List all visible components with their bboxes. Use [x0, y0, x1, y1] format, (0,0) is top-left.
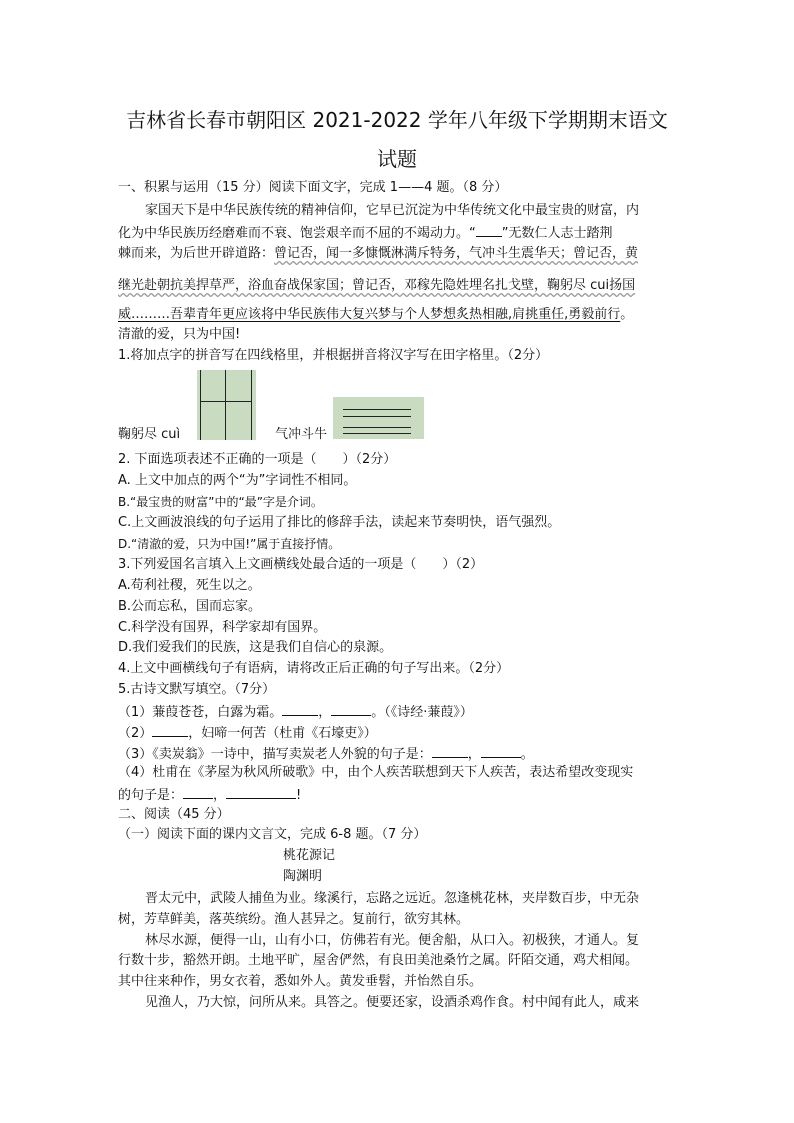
- text: （2）: [118, 726, 153, 741]
- text: ，: [213, 788, 227, 803]
- passage-line: [118, 246, 638, 262]
- q1-word-2: 气冲斗牛: [275, 427, 328, 442]
- text: （1）蒹葭苍苍，白露为霜。: [118, 705, 283, 720]
- passage-line: 继光赴朝抗美捍草严，浴血奋战保家国；曾记否，邓稼先隐姓埋名扎戈壁，鞠躬尽 cui扬国: [118, 278, 636, 293]
- doc-title-2: 试题: [377, 147, 417, 171]
- fill-blank[interactable]: [226, 786, 296, 799]
- essay-line: 晋太元中，武陵人捕鱼为业。缘溪行，忘路之远近。忽逢桃花林，夹岸数百步，中无杂: [145, 891, 640, 906]
- essay-line: 树，芳草鲜美，落英缤纷。渔人甚异之。复前行，欲穷其林。: [118, 912, 470, 927]
- option: C.上文画波浪线的句子运用了排比的修辞手法，读起来节奏明快，语气强烈。: [118, 515, 561, 530]
- question-1: 1.将加点字的拼音写在四线格里，并根据拼音将汉字写在田字格里。（2分）: [118, 348, 549, 363]
- text: ，: [318, 705, 332, 720]
- essay-author: 陶渊明: [283, 869, 323, 884]
- q1-word-1: 鞠躬尽 cuì: [118, 427, 181, 442]
- essay-line: 林尽水源，便得一山，山有小口，仿佛若有光。便舍船，从口入。初极狭，才通人。复: [145, 933, 640, 948]
- passage-line: 家国天下是中华民族传统的精神信仰，它早已沉淀为中华传统文化中最宝贵的财富，内: [145, 203, 640, 218]
- option: D.“清澈的爱，只为中国!”属于直接抒情。: [118, 537, 341, 551]
- q5-item-4: （4）杜甫在《茅屋为秋风所破歌》中，由个人疾苦联想到天下人疾苦，表达希望改变现实: [118, 765, 634, 780]
- question-4: 4.上文中画横线句子有语病，请将改正后正确的句子写出来。（2分）: [118, 661, 510, 676]
- q5-item-4-cont: [118, 786, 301, 804]
- essay-line: 行数十步，豁然开朗。土地平旷，屋舍俨然，有良田美池桑竹之属。阡陌交通，鸡犬相闻。: [118, 953, 639, 968]
- q5-item-2: [118, 724, 377, 742]
- q5-item-3: [118, 745, 534, 763]
- passage-line: 清澈的爱，只为中国!: [118, 327, 241, 342]
- essay-line: 见渔人，乃大惊，问所从来。具答之。便要还家，设酒杀鸡作食。村中闻有此人，咸来: [145, 995, 640, 1010]
- fill-blank[interactable]: [183, 786, 213, 799]
- text: 的句子是：: [118, 788, 184, 803]
- question-3: 3.下列爱国名言填入上文画横线处最合适的一项是（ ）（2）: [118, 557, 484, 572]
- essay-line: 其中往来种作，男女衣着，悉如外人。黄发垂髫，并怡然自乐。: [118, 974, 483, 989]
- text: ，: [467, 747, 481, 762]
- passage-line: [118, 224, 613, 242]
- question-5: 5.古诗文默写填空。（7分）: [118, 682, 276, 697]
- text: 棘而来，为后世开辟道路：: [118, 246, 275, 261]
- q5-item-1: [118, 703, 473, 721]
- section1-header: 一、积累与运用（15 分）阅读下面文字，完成 1——4 题。（8 分）: [118, 180, 508, 195]
- text: 。: [520, 747, 534, 762]
- text: !: [296, 788, 302, 803]
- option: A. 上文中加点的两个“为”字词性不相同。: [118, 473, 357, 488]
- text: 威………: [118, 307, 171, 322]
- section2-sub: （一）阅读下面的课内文言文，完成 6-8 题。（7 分）: [118, 827, 427, 842]
- essay-title: 桃花源记: [283, 848, 336, 863]
- tianzige-grid[interactable]: [197, 370, 256, 440]
- question-2: 2. 下面选项表述不正确的一项是（ ）（2分）: [118, 452, 397, 467]
- wavy-text: 曾记否，闻一多慷慨淋满斥特务，气冲斗生震华天；曾记否，黄: [274, 246, 639, 261]
- text: ，妇啼一何苦（杜甫《石壕吏》）: [188, 726, 377, 741]
- text: ”无数仁人志士踏荆: [501, 226, 613, 241]
- passage-line: [118, 307, 633, 323]
- fill-blank[interactable]: [152, 724, 188, 737]
- option: B.公而忘私，国而忘家。: [118, 599, 262, 614]
- text: 。（《诗经·蒹葭》）: [371, 705, 473, 720]
- text: 。: [620, 307, 634, 322]
- text: 化为中华民族历经磨难而不衰、饱尝艰辛而不屈的不竭动力。“: [118, 226, 476, 241]
- fill-blank: [476, 224, 502, 237]
- fill-blank[interactable]: [432, 745, 468, 758]
- fill-blank[interactable]: [331, 703, 371, 716]
- option: D.我们爱我们的民族，这是我们自信心的泉源。: [118, 640, 393, 655]
- four-line-grid[interactable]: [333, 397, 424, 439]
- section2-header: 二、阅读（45 分）: [118, 807, 230, 822]
- option: B.“最宝贵的财富”中的“最”字是介词。: [118, 495, 323, 509]
- doc-title: 吉林省长春市朝阳区 2021-2022 学年八年级下学期期末语文: [126, 108, 668, 132]
- underlined-sentence: 吾辈青年更应该将中华民族伟大复兴梦与个人梦想炙热相融,肩挑重任,勇毅前行: [170, 307, 621, 322]
- text: （3）《卖炭翁》一诗中，描写卖炭老人外貌的句子是：: [118, 747, 432, 762]
- option: C.科学没有国界，科学家却有国界。: [118, 620, 327, 635]
- fill-blank[interactable]: [282, 703, 318, 716]
- option: A.苟利社稷，死生以之。: [118, 578, 261, 593]
- fill-blank[interactable]: [481, 745, 521, 758]
